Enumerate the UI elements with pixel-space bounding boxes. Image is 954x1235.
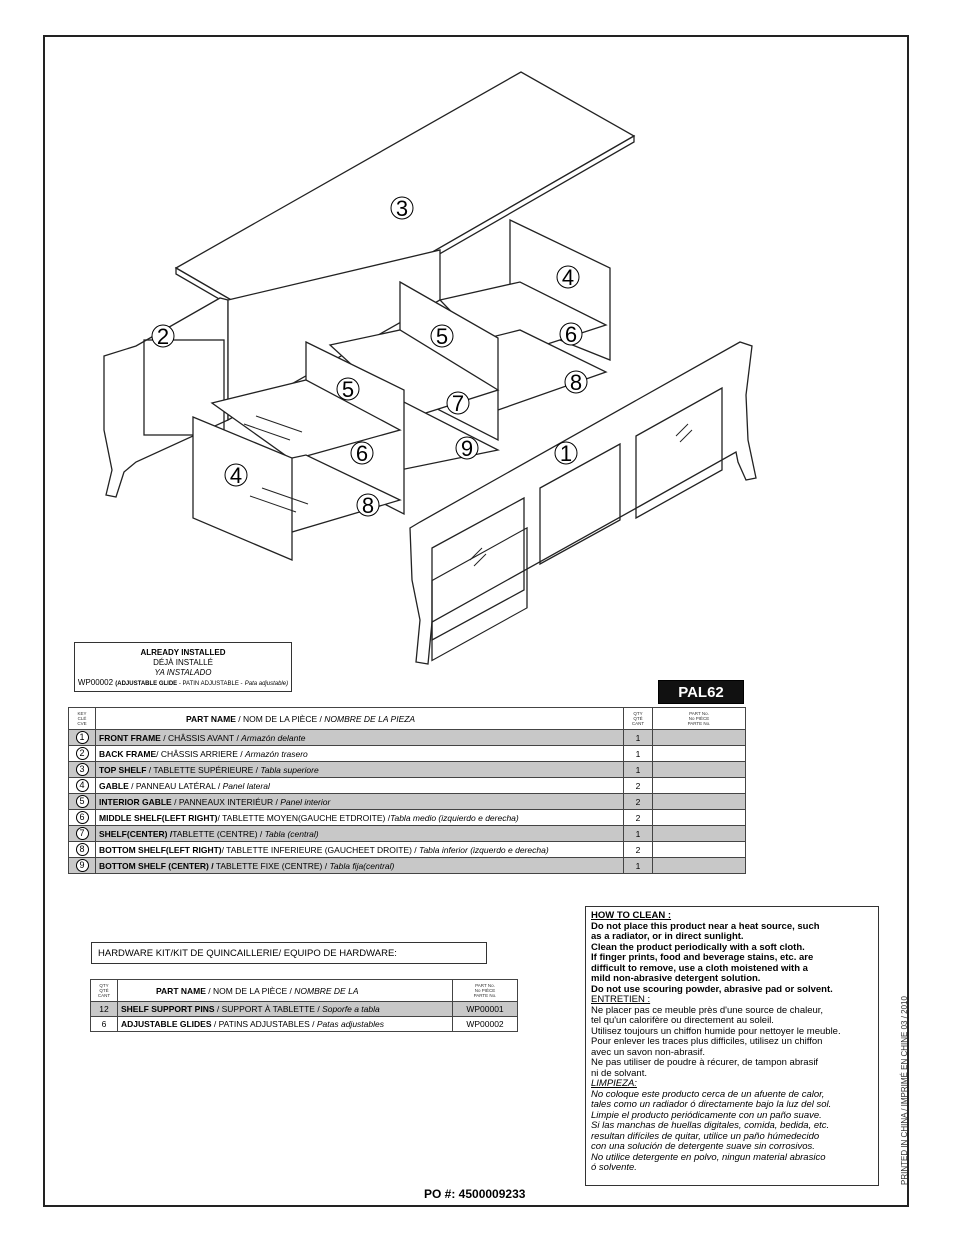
hardware-kit-title: HARDWARE KIT/KIT DE QUINCAILLERIE/ EQUIPO DE HARDWARE: xyxy=(91,942,487,964)
parts-table-header xyxy=(69,708,746,730)
part-name-header-fr: / NOM DE LA PIÈCE / xyxy=(235,713,325,724)
care-line: Pour enlever les traces plus difficiles, utilisez un chiffon xyxy=(591,1036,823,1047)
hw-part-name-header: PART NAME xyxy=(156,985,206,996)
qty-label-es: CANT xyxy=(631,721,645,726)
part-name-header: PART NAME xyxy=(186,713,236,724)
svg-text:5: 5 xyxy=(341,377,355,402)
part-name-fr: / CHÂSSIS ARRIERE / xyxy=(156,748,245,759)
hardware-table-header xyxy=(91,980,518,1002)
hw-pn-label-en: PART No. xyxy=(475,983,495,988)
svg-text:9: 9 xyxy=(460,436,474,461)
svg-text:3: 3 xyxy=(395,196,409,221)
hw-part-name-header-fr: / NOM DE LA PIÈCE / xyxy=(205,985,295,996)
part-name-fr: / PANNEAU LATÉRAL / xyxy=(128,780,223,791)
care-line: Utilisez toujours un chiffon humide pour nettoyer le meuble. xyxy=(591,1025,841,1037)
part-name-en: TOP SHELF xyxy=(99,764,147,775)
care-line: Ne pas utiliser de poudre à récurer, de tampon abrasif xyxy=(591,1057,819,1068)
part-name-en: INTERIOR GABLE xyxy=(99,796,172,807)
part-name-es: Armazón delante xyxy=(241,732,306,743)
hw-pn-label-es: PARTE No. xyxy=(473,993,497,998)
part-key-circle: 5 xyxy=(76,795,89,808)
hw-part-name-header-es: NOMBRE DE LA xyxy=(294,985,359,996)
part-name-header-es: NOMBRE DE LA PIEZA xyxy=(324,713,416,724)
parts-row xyxy=(69,794,746,810)
part-number xyxy=(653,794,746,810)
hw-qty: 12 xyxy=(91,1002,118,1017)
part-number xyxy=(653,842,746,858)
part-name-es: Tabla fija(central) xyxy=(329,860,395,871)
care-instructions-box xyxy=(585,906,879,1186)
svg-text:4: 4 xyxy=(561,265,575,290)
care-en-title: HOW TO CLEAN : xyxy=(591,910,672,921)
part-qty: 2 xyxy=(624,810,653,826)
part-name-fr: / PANNEAUX INTERIÉUR / xyxy=(171,796,281,807)
hardware-row xyxy=(91,1002,518,1017)
installed-desc-es: Pata adjustable) xyxy=(244,681,289,687)
part-number xyxy=(653,778,746,794)
hw-qty-label-es: CANT xyxy=(97,993,111,998)
pn-label-fr: No PIÈCE xyxy=(688,716,710,721)
hardware-table-body xyxy=(91,1002,518,1032)
exploded-assembly-diagram xyxy=(90,60,790,680)
parts-row xyxy=(69,858,746,874)
care-line: Do not place this product near a heat source, such xyxy=(591,920,820,932)
care-fr-lines xyxy=(591,1006,873,1080)
svg-text:8: 8 xyxy=(361,493,375,518)
installed-es: YA INSTALADO xyxy=(154,668,212,677)
part-qty: 2 xyxy=(624,842,653,858)
care-es-lines xyxy=(591,1090,873,1174)
po-number: PO #: 4500009233 xyxy=(424,1187,526,1201)
callout-8-left xyxy=(357,493,379,518)
parts-row xyxy=(69,810,746,826)
part-key-circle: 4 xyxy=(76,779,89,792)
care-line: If finger prints, food and beverage stains, etc. are xyxy=(591,952,814,963)
part-key-circle: 2 xyxy=(76,747,89,760)
parts-table-body xyxy=(69,730,746,874)
care-line: Limpie el producto periódicamente con un paño suave. xyxy=(591,1109,822,1121)
care-fr-title: ENTRETIEN : xyxy=(591,994,651,1005)
printed-in-china-note: PRINTED IN CHINA / IMPRIMÉ EN CHINE 03 / 2010 xyxy=(900,996,909,1185)
hw-name-es: Soporfe a tabla xyxy=(322,1004,380,1014)
care-line: difficult to remove, use a cloth moistened with a xyxy=(591,962,808,974)
care-en-lines xyxy=(591,922,873,996)
care-line: con una solución de detergente suave sin corrosivos. xyxy=(591,1141,815,1152)
care-line: ni de solvant. xyxy=(591,1067,647,1079)
parts-row xyxy=(69,730,746,746)
hw-qty-label-fr: QTÉ xyxy=(99,988,109,993)
parts-row xyxy=(69,762,746,778)
part-qty: 1 xyxy=(624,746,653,762)
care-es-title: LIMPIEZA: xyxy=(591,1078,637,1089)
installed-en: ALREADY INSTALLED xyxy=(140,648,226,657)
hw-name-fr: / PATINS ADJUSTABLES / xyxy=(211,1019,317,1029)
svg-text:6: 6 xyxy=(564,322,578,347)
pn-label-es: PARTE No. xyxy=(687,721,711,726)
part-number xyxy=(653,746,746,762)
part-name-en: SHELF(CENTER) / xyxy=(99,828,173,839)
part-qty: 1 xyxy=(624,826,653,842)
part-name-es: Panel interior xyxy=(280,796,331,807)
installed-desc-fr: - PATIN ADJUSTABLE - xyxy=(177,681,243,687)
key-label-en: KEY xyxy=(77,711,87,716)
key-label-fr: CLÉ xyxy=(77,716,87,721)
svg-text:7: 7 xyxy=(451,391,465,416)
care-line: No utilice detergente en polvo, ningun material abrasico xyxy=(591,1151,826,1163)
part-name-es: Tabla inferior (izquerdo e derecha) xyxy=(419,844,549,855)
installed-desc-bold: (ADJUSTABLE GLIDE xyxy=(115,681,178,687)
part-name-es: Armazón trasero xyxy=(244,748,308,759)
care-line: Ne placer pas ce meuble près d'une source de chaleur, xyxy=(591,1004,824,1016)
part-name-en: GABLE xyxy=(99,780,129,791)
part-number xyxy=(653,858,746,874)
part-name-fr: TABLETTE (CENTRE) / xyxy=(172,828,265,839)
svg-text:8: 8 xyxy=(569,370,583,395)
part-key-circle: 7 xyxy=(76,827,89,840)
care-line: Do not use scouring powder, abrasive pad or solvent. xyxy=(591,983,833,995)
part-name-es: Tabla superiore xyxy=(260,764,319,775)
part-number xyxy=(653,826,746,842)
part-key-circle: 6 xyxy=(76,811,89,824)
key-label-es: CVE xyxy=(77,721,87,726)
part-name-es: Tabla (central) xyxy=(264,828,319,839)
svg-text:1: 1 xyxy=(559,441,573,466)
svg-text:6: 6 xyxy=(355,441,369,466)
care-line: avec un savon non-abrasif. xyxy=(591,1046,706,1058)
part-name-en: MIDDLE SHELF(LEFT RIGHT) xyxy=(99,812,218,823)
part-name-en: BOTTOM SHELF (CENTER) / xyxy=(99,860,214,871)
installed-fr: DÉJÀ INSTALLÉ xyxy=(153,658,213,667)
part-qty: 2 xyxy=(624,794,653,810)
part-qty: 2 xyxy=(624,778,653,794)
hw-pn-label-fr: No PIÈCE xyxy=(474,988,496,993)
qty-label-fr: QTÉ xyxy=(633,716,643,721)
care-line: tel qu'un calorifère ou directement au soleil. xyxy=(591,1015,774,1026)
hw-qty: 6 xyxy=(91,1017,118,1032)
parts-row xyxy=(69,826,746,842)
care-line: Si las manchas de huellas digitales, comida, bedida, etc. xyxy=(591,1120,830,1131)
already-installed-box xyxy=(74,642,292,692)
hw-qty-label-en: QTY xyxy=(99,983,109,988)
part-number xyxy=(653,762,746,778)
parts-row xyxy=(69,778,746,794)
parts-table xyxy=(68,707,746,874)
part-number xyxy=(653,730,746,746)
hw-name-en: SHELF SUPPORT PINS xyxy=(121,1004,215,1014)
parts-row xyxy=(69,842,746,858)
care-line: tales como un radiador ó directamente bajo la luz del sol. xyxy=(591,1099,832,1110)
hw-name-es: Patas adjustables xyxy=(316,1019,384,1029)
part-name-en: FRONT FRAME xyxy=(99,732,161,743)
svg-text:2: 2 xyxy=(156,324,170,349)
part-name-fr: / TABLETTE SUPÉRIEURE / xyxy=(146,764,261,775)
part-qty: 1 xyxy=(624,730,653,746)
svg-text:4: 4 xyxy=(229,463,243,488)
hw-name-fr: / SUPPORT À TABLETTE / xyxy=(214,1004,323,1014)
hw-part-number: WP00001 xyxy=(453,1002,518,1017)
care-line: as a radiator, or in direct sunlight. xyxy=(591,931,744,942)
part-qty: 1 xyxy=(624,858,653,874)
parts-row xyxy=(69,746,746,762)
part-name-fr: / CHÂSSIS AVANT / xyxy=(160,732,242,743)
hardware-row xyxy=(91,1017,518,1032)
hardware-table xyxy=(90,979,518,1032)
part-name-en: BACK FRAME xyxy=(99,748,157,759)
part-key-circle: 8 xyxy=(76,843,89,856)
part-name-es: Tabla medio (izquierdo e derecha) xyxy=(390,812,519,823)
part-name-fr: / TABLETTE MOYEN(GAUCHE ETDROITE) / xyxy=(217,812,391,823)
care-line: Clean the product periodically with a soft cloth. xyxy=(591,941,805,953)
part-name-fr: TABLETTE FIXE (CENTRE) / xyxy=(213,860,330,871)
part-number xyxy=(653,810,746,826)
part-name-fr: / TABLETTE INFERIEURE (GAUCHEET DROITE) / xyxy=(221,844,420,855)
care-line: mild non-abrasive detergent solution. xyxy=(591,973,761,984)
qty-label-en: QTY xyxy=(633,711,643,716)
hw-name-en: ADJUSTABLE GLIDES xyxy=(121,1019,212,1029)
callout-8-right xyxy=(565,370,587,395)
svg-text:5: 5 xyxy=(435,324,449,349)
care-line: ó solvente. xyxy=(591,1162,637,1173)
care-line: No coloque este producto cerca de un afuente de calor, xyxy=(591,1088,825,1100)
model-number-badge: PAL62 xyxy=(658,680,744,704)
part-qty: 1 xyxy=(624,762,653,778)
care-line: resultan difíciles de quitar, utilice un paño húmedecido xyxy=(591,1130,820,1142)
part-name-en: BOTTOM SHELF(LEFT RIGHT) xyxy=(99,844,222,855)
part-key-circle: 9 xyxy=(76,859,89,872)
part-key-circle: 1 xyxy=(76,731,89,744)
part-name-es: Panel lateral xyxy=(222,780,270,791)
hw-part-number: WP00002 xyxy=(453,1017,518,1032)
installed-code: WP00002 xyxy=(77,678,114,687)
pn-label-en: PART No. xyxy=(689,711,709,716)
part-key-circle: 3 xyxy=(76,763,89,776)
